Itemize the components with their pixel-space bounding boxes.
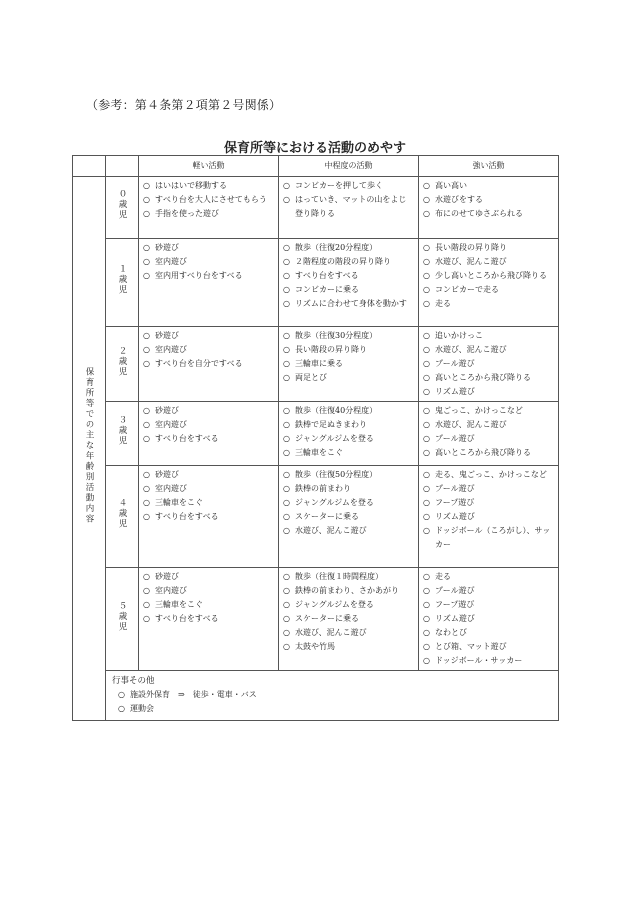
list-item (283, 640, 414, 654)
list-item (283, 524, 414, 538)
list-item-text: フープ遊び (435, 600, 475, 609)
list-item-text: ジャングルジムを登る (295, 434, 374, 443)
bullet-icon: ○ (423, 387, 430, 396)
list-item-text: 水遊び、泥んこ遊び (295, 526, 367, 535)
list-item-text: 走る、鬼ごっこ、かけっこなど (435, 470, 547, 479)
bullet-icon: ○ (423, 271, 430, 280)
bullet-icon: ○ (423, 209, 430, 218)
list-item (423, 446, 554, 460)
bullet-icon: ○ (283, 243, 290, 252)
list-item-text: 室内遊び (155, 586, 187, 595)
list-item (143, 269, 274, 283)
list-item-text: はっていき、マットの山をよじ登り降りる (295, 195, 407, 218)
list-item-text: 長い階段の昇り降り (295, 345, 367, 354)
list-item-text: 砂遊び (155, 331, 179, 340)
list-item-text: 散歩（往復50分程度） (295, 470, 378, 479)
list-item (423, 482, 554, 496)
list-item (423, 496, 554, 510)
age-label-cell (106, 239, 139, 327)
bullet-icon: ○ (143, 359, 150, 368)
list-item (423, 297, 554, 311)
list-item-text: プール遊び (435, 434, 475, 443)
list-item (143, 343, 274, 357)
age-row (73, 239, 559, 327)
age-row (73, 177, 559, 239)
list-item-text: 高い高い (435, 181, 467, 190)
bullet-icon: ○ (423, 512, 430, 521)
list-item (143, 510, 274, 524)
list-item (283, 482, 414, 496)
list-item-text: 水遊びをする (435, 195, 483, 204)
bullet-icon: ○ (423, 373, 430, 382)
list-item-text: ドッジボール（ころがし）、サッカー (435, 526, 551, 549)
bullet-icon: ○ (283, 470, 290, 479)
list-item (283, 510, 414, 524)
list-item-text: 鬼ごっこ、かけっこなど (435, 406, 523, 415)
activity-cell-light (139, 177, 279, 239)
list-item (143, 207, 274, 221)
list-item (423, 640, 554, 654)
list-item-text: ジャングルジムを登る (295, 600, 374, 609)
list-item-text: 少し高いところから飛び降りる (435, 271, 547, 280)
age-row (73, 568, 559, 671)
bullet-icon: ○ (283, 373, 290, 382)
side-label-cell (73, 177, 106, 721)
activity-cell-moderate (279, 568, 419, 671)
list-item-text: 三輪車をこぐ (295, 448, 343, 457)
list-item (423, 385, 554, 399)
activity-cell-moderate (279, 239, 419, 327)
age-label-cell (106, 402, 139, 466)
bullet-icon: ○ (283, 257, 290, 266)
bullet-icon: ○ (143, 195, 150, 204)
bullet-icon: ○ (283, 526, 290, 535)
list-item-text: 室内遊び (155, 484, 187, 493)
age-label-cell (106, 177, 139, 239)
list-item (283, 584, 414, 598)
list-item (283, 193, 414, 221)
bullet-icon: ○ (143, 586, 150, 595)
bullet-icon: ○ (143, 271, 150, 280)
activity-cell-light (139, 466, 279, 568)
list-item-text: 手指を使った遊び (155, 209, 219, 218)
list-item-text: 砂遊び (155, 406, 179, 415)
bullet-icon: ○ (283, 331, 290, 340)
list-item-text: すべり台をすべる (295, 271, 359, 280)
list-item (423, 598, 554, 612)
bullet-icon: ○ (423, 642, 430, 651)
list-item-text: 水遊び、泥んこ遊び (435, 420, 507, 429)
header-row (73, 156, 559, 177)
age-label: ０歳児 (117, 189, 127, 221)
events-row (73, 671, 559, 721)
activity-cell-moderate (279, 177, 419, 239)
list-item (423, 654, 554, 668)
bullet-icon: ○ (423, 420, 430, 429)
list-item-text: 布にのせてゆさぶられる (435, 209, 523, 218)
list-item (143, 468, 274, 482)
list-item (423, 510, 554, 524)
activity-cell-light (139, 327, 279, 402)
bullet-icon: ○ (283, 614, 290, 623)
list-item-text: 砂遊び (155, 572, 179, 581)
bullet-icon: ○ (143, 512, 150, 521)
age-row (73, 466, 559, 568)
list-item (283, 626, 414, 640)
bullet-icon: ○ (423, 614, 430, 623)
bullet-icon: ○ (423, 299, 430, 308)
list-item (143, 179, 274, 193)
list-item-text: 散歩（往復20分程度） (295, 243, 378, 252)
list-item-text: すべり台をすべる (155, 512, 219, 521)
list-item (423, 468, 554, 482)
list-item-text: ドッジボール・サッカー (435, 656, 523, 665)
reference-note: （参考：第４条第２項第２号関係） (86, 98, 282, 112)
bullet-icon: ○ (423, 406, 430, 415)
bullet-icon: ○ (423, 526, 430, 535)
list-item (423, 570, 554, 584)
list-item-text: 走る (435, 572, 451, 581)
list-item-text: リズムに合わせて身体を動かす (295, 299, 407, 308)
bullet-icon: ○ (143, 470, 150, 479)
list-item (143, 329, 274, 343)
list-item-text: 砂遊び (155, 470, 179, 479)
list-item (423, 357, 554, 371)
list-item (283, 255, 414, 269)
activity-cell-strong (419, 466, 559, 568)
list-item (143, 404, 274, 418)
bullet-icon: ○ (423, 285, 430, 294)
bullet-icon: ○ (283, 572, 290, 581)
list-item-text: 水遊び、泥んこ遊び (435, 345, 507, 354)
list-item-text: すべり台を大人にさせてもらう (155, 195, 267, 204)
list-item (143, 598, 274, 612)
bullet-icon: ○ (423, 572, 430, 581)
bullet-icon: ○ (143, 498, 150, 507)
bullet-icon: ○ (283, 434, 290, 443)
list-item-text: 高いところから飛び降りる (435, 373, 531, 382)
list-item-text: 鉄棒の前まわり、さかあがり (295, 586, 399, 595)
age-label: ２歳児 (117, 345, 127, 378)
list-item (423, 371, 554, 385)
list-item-text: とび箱、マット遊び (435, 642, 507, 651)
bullet-icon: ○ (283, 345, 290, 354)
list-item (283, 179, 414, 193)
list-item (143, 418, 274, 432)
list-item-text: 鉄棒の前まわり (295, 484, 351, 493)
list-item-text: リズム遊び (435, 614, 475, 623)
activity-cell-light (139, 402, 279, 466)
list-item (283, 612, 414, 626)
event-item-text: 施設外保育 ⇒ 徒歩・電車・バス (130, 690, 257, 699)
bullet-icon: ○ (283, 285, 290, 294)
bullet-icon: ○ (143, 614, 150, 623)
list-item-text: 太鼓や竹馬 (295, 642, 335, 651)
list-item (143, 241, 274, 255)
list-item-text: 室内用すべり台をすべる (155, 271, 243, 280)
list-item (283, 418, 414, 432)
age-label-cell (106, 327, 139, 402)
list-item-text: リズム遊び (435, 512, 475, 521)
bullet-icon: ○ (283, 181, 290, 190)
list-item (143, 584, 274, 598)
bullet-icon: ○ (143, 484, 150, 493)
list-item (283, 357, 414, 371)
bullet-icon: ○ (423, 484, 430, 493)
list-item (423, 255, 554, 269)
activity-cell-moderate (279, 402, 419, 466)
bullet-icon: ○ (283, 359, 290, 368)
bullet-icon: ○ (143, 257, 150, 266)
bullet-icon: ○ (283, 448, 290, 457)
list-item (283, 570, 414, 584)
list-item (423, 524, 554, 552)
list-item (143, 482, 274, 496)
age-label: ５歳児 (117, 600, 127, 633)
events-cell (106, 671, 559, 721)
activity-cell-moderate (279, 466, 419, 568)
bullet-icon: ○ (423, 628, 430, 637)
age-row (73, 402, 559, 466)
bullet-icon: ○ (423, 434, 430, 443)
bullet-icon: ○ (283, 642, 290, 651)
event-item (112, 688, 552, 702)
bullet-icon: ○ (118, 690, 125, 699)
bullet-icon: ○ (283, 271, 290, 280)
bullet-icon: ○ (143, 600, 150, 609)
header-empty-side (73, 156, 106, 177)
bullet-icon: ○ (283, 299, 290, 308)
header-moderate: 中程度の活動 (279, 156, 419, 177)
list-item-text: ジャングルジムを登る (295, 498, 374, 507)
list-item-text: 水遊び、泥んこ遊び (435, 257, 507, 266)
list-item-text: リズム遊び (435, 387, 475, 396)
list-item-text: すべり台をすべる (155, 614, 219, 623)
list-item-text: 長い階段の昇り降り (435, 243, 507, 252)
age-label-cell (106, 568, 139, 671)
list-item-text: フープ遊び (435, 498, 475, 507)
list-item (143, 255, 274, 269)
list-item (283, 598, 414, 612)
list-item (283, 269, 414, 283)
bullet-icon: ○ (423, 586, 430, 595)
bullet-icon: ○ (283, 600, 290, 609)
bullet-icon: ○ (283, 512, 290, 521)
events-title: 行事その他 (112, 676, 155, 686)
list-item-text: 水遊び、泥んこ遊び (295, 628, 367, 637)
list-item-text: 室内遊び (155, 257, 187, 266)
bullet-icon: ○ (283, 498, 290, 507)
list-item (283, 432, 414, 446)
list-item-text: 三輪車をこぐ (155, 600, 203, 609)
list-item (423, 418, 554, 432)
list-item-text: 三輪車に乗る (295, 359, 343, 368)
list-item-text: 三輪車をこぐ (155, 498, 203, 507)
list-item (423, 241, 554, 255)
list-item (423, 329, 554, 343)
list-item-text: コンビカーで走る (435, 285, 499, 294)
activity-cell-strong (419, 402, 559, 466)
list-item (283, 283, 414, 297)
bullet-icon: ○ (423, 243, 430, 252)
bullet-icon: ○ (283, 628, 290, 637)
list-item (143, 570, 274, 584)
list-item-text: 砂遊び (155, 243, 179, 252)
bullet-icon: ○ (423, 331, 430, 340)
bullet-icon: ○ (423, 656, 430, 665)
event-item (112, 702, 552, 716)
activity-cell-light (139, 239, 279, 327)
list-item-text: 走る (435, 299, 451, 308)
list-item (283, 241, 414, 255)
header-strong: 強い活動 (419, 156, 559, 177)
bullet-icon: ○ (118, 704, 125, 713)
header-light: 軽い活動 (139, 156, 279, 177)
list-item-text: 両足とび (295, 373, 327, 382)
list-item-text: スケーターに乗る (295, 614, 359, 623)
list-item (423, 404, 554, 418)
list-item (143, 612, 274, 626)
side-label: 保育所等での主な年齢別活動内容 (84, 367, 94, 525)
list-item (143, 357, 274, 371)
bullet-icon: ○ (423, 498, 430, 507)
bullet-icon: ○ (143, 243, 150, 252)
bullet-icon: ○ (423, 600, 430, 609)
list-item (283, 343, 414, 357)
bullet-icon: ○ (423, 195, 430, 204)
activity-cell-strong (419, 177, 559, 239)
list-item (143, 496, 274, 510)
list-item-text: 散歩（往復40分程度） (295, 406, 378, 415)
bullet-icon: ○ (283, 406, 290, 415)
list-item-text: すべり台を自分ですべる (155, 359, 243, 368)
list-item (423, 283, 554, 297)
list-item (283, 496, 414, 510)
list-item (283, 468, 414, 482)
list-item (283, 329, 414, 343)
list-item (423, 269, 554, 283)
age-label: ３歳児 (117, 415, 127, 447)
bullet-icon: ○ (283, 586, 290, 595)
header-empty-age (106, 156, 139, 177)
bullet-icon: ○ (143, 420, 150, 429)
list-item (423, 626, 554, 640)
bullet-icon: ○ (423, 470, 430, 479)
bullet-icon: ○ (283, 195, 290, 204)
activity-table (72, 155, 559, 721)
bullet-icon: ○ (283, 420, 290, 429)
activity-cell-strong (419, 327, 559, 402)
list-item (423, 343, 554, 357)
list-item-text: コンビカーを押して歩く (295, 181, 383, 190)
bullet-icon: ○ (143, 331, 150, 340)
list-item-text: 追いかけっこ (435, 331, 483, 340)
list-item (283, 297, 414, 311)
document-title: 保育所等における活動のめやす (223, 141, 406, 156)
list-item-text: プール遊び (435, 484, 475, 493)
list-item (143, 193, 274, 207)
list-item-text: 鉄棒で足ぬきまわり (295, 420, 367, 429)
age-label-cell (106, 466, 139, 568)
bullet-icon: ○ (423, 257, 430, 266)
activity-cell-strong (419, 239, 559, 327)
list-item-text: はいはいで移動する (155, 181, 227, 190)
list-item (283, 404, 414, 418)
list-item-text: 散歩（往復30分程度） (295, 331, 378, 340)
event-item-text: 運動会 (130, 704, 154, 713)
list-item-text: コンビカーに乗る (295, 285, 359, 294)
list-item-text: プール遊び (435, 586, 475, 595)
list-item-text: スケーターに乗る (295, 512, 359, 521)
bullet-icon: ○ (423, 359, 430, 368)
list-item-text: すべり台をすべる (155, 434, 219, 443)
bullet-icon: ○ (143, 406, 150, 415)
bullet-icon: ○ (283, 484, 290, 493)
list-item-text: プール遊び (435, 359, 475, 368)
bullet-icon: ○ (143, 181, 150, 190)
list-item (143, 432, 274, 446)
list-item (423, 193, 554, 207)
age-label: １歳児 (117, 264, 127, 296)
list-item-text: 室内遊び (155, 345, 187, 354)
list-item-text: 室内遊び (155, 420, 187, 429)
bullet-icon: ○ (423, 181, 430, 190)
list-item-text: なわとび (435, 628, 467, 637)
list-item (423, 612, 554, 626)
list-item (423, 207, 554, 221)
bullet-icon: ○ (423, 448, 430, 457)
list-item-text: ２階程度の階段の昇り降り (295, 257, 391, 266)
age-row (73, 327, 559, 402)
age-label: ４歳児 (117, 498, 127, 530)
list-item (423, 179, 554, 193)
bullet-icon: ○ (423, 345, 430, 354)
activity-cell-moderate (279, 327, 419, 402)
list-item-text: 高いところから飛び降りる (435, 448, 531, 457)
bullet-icon: ○ (143, 345, 150, 354)
list-item (283, 371, 414, 385)
list-item (283, 446, 414, 460)
bullet-icon: ○ (143, 434, 150, 443)
bullet-icon: ○ (143, 572, 150, 581)
list-item (423, 584, 554, 598)
activity-cell-strong (419, 568, 559, 671)
bullet-icon: ○ (143, 209, 150, 218)
activity-cell-light (139, 568, 279, 671)
list-item (423, 432, 554, 446)
list-item-text: 散歩（往復１時間程度） (295, 572, 383, 581)
